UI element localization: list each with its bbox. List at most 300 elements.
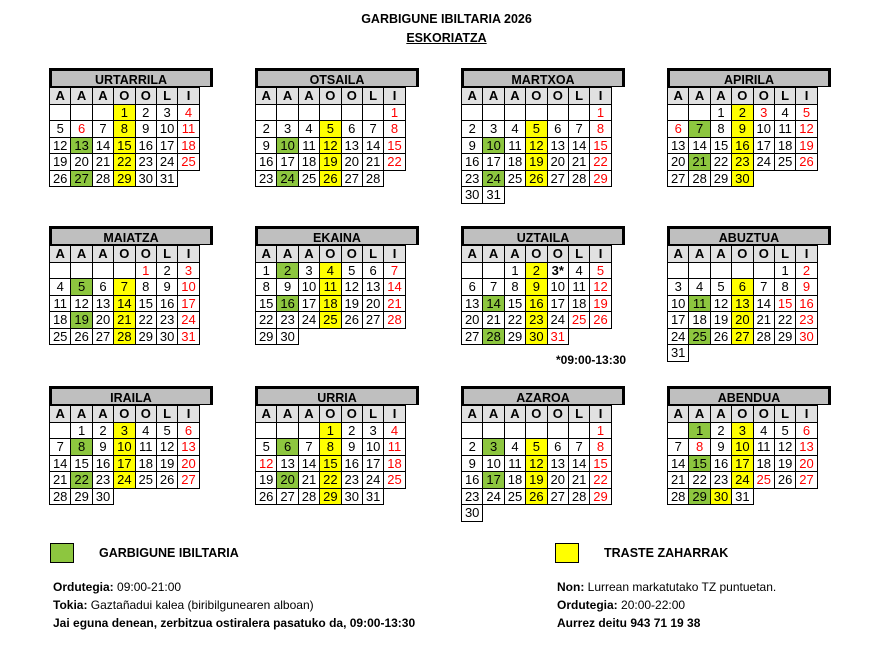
day-cell: 29: [135, 328, 156, 345]
day-cell: [526, 104, 547, 121]
day-cell: 30: [796, 328, 817, 345]
week-row: [668, 328, 818, 345]
weekday-header: L: [156, 406, 177, 423]
day-cell: 6: [547, 439, 568, 456]
day-cell: 8: [590, 121, 611, 138]
week-row: [668, 345, 818, 362]
week-row: [256, 295, 406, 312]
day-cell: 22: [256, 312, 277, 329]
day-cell: 25: [178, 154, 199, 171]
day-cell: 2: [135, 104, 156, 121]
page-title: GARBIGUNE IBILTARIA 2026: [361, 12, 532, 26]
day-cell: 10: [483, 137, 504, 154]
day-cell: 20: [71, 154, 92, 171]
traste-schedule-label: Ordutegia:: [557, 598, 618, 612]
month-name: MAIATZA: [49, 226, 213, 245]
day-cell: 17: [298, 295, 319, 312]
day-cell: 24: [483, 170, 504, 187]
day-cell: [710, 345, 731, 362]
week-row: [50, 439, 200, 456]
day-cell: 18: [689, 312, 710, 329]
day-cell: 28: [568, 170, 589, 187]
day-cell: 27: [362, 312, 383, 329]
day-cell: 16: [156, 295, 177, 312]
week-row: [50, 121, 200, 138]
where-label: Non:: [557, 580, 585, 594]
day-cell: 13: [462, 295, 483, 312]
day-cell: 15: [590, 137, 611, 154]
day-cell: 17: [668, 312, 689, 329]
weekday-header: A: [298, 88, 319, 105]
day-cell: 16: [341, 455, 362, 472]
weekday-header: A: [668, 88, 689, 105]
day-cell: 25: [774, 154, 795, 171]
month-calendar: [255, 386, 419, 505]
day-cell: 5: [71, 279, 92, 296]
day-cell: 25: [504, 170, 525, 187]
month-calendar: [461, 386, 625, 522]
day-cell: 21: [362, 154, 383, 171]
week-row: [462, 455, 612, 472]
day-cell: 15: [384, 137, 405, 154]
day-cell: 23: [796, 312, 817, 329]
month-name: APIRILA: [667, 68, 831, 87]
day-cell: 2: [341, 422, 362, 439]
day-cell: 28: [362, 170, 383, 187]
day-cell: [362, 328, 383, 345]
day-cell: 5: [256, 439, 277, 456]
week-row: [256, 170, 406, 187]
day-cell: 9: [341, 439, 362, 456]
day-cell: 1: [320, 422, 341, 439]
day-cell: 20: [668, 154, 689, 171]
day-cell: 7: [114, 279, 135, 296]
weekday-header: L: [362, 406, 383, 423]
month-table: [255, 87, 406, 187]
week-row: [462, 187, 612, 204]
month-calendar: [49, 68, 213, 187]
day-cell: 6: [462, 279, 483, 296]
day-cell: 7: [50, 439, 71, 456]
day-cell: [483, 104, 504, 121]
day-cell: [277, 422, 298, 439]
day-cell: 16: [256, 154, 277, 171]
weekday-header: I: [796, 406, 817, 423]
day-cell: 13: [341, 137, 362, 154]
day-cell: 19: [320, 154, 341, 171]
day-cell: 2: [732, 104, 753, 121]
day-cell: 30: [341, 488, 362, 505]
weekday-header: A: [483, 246, 504, 263]
day-cell: 11: [504, 455, 525, 472]
day-cell: 4: [774, 104, 795, 121]
day-cell: 1: [590, 422, 611, 439]
day-cell: [796, 170, 817, 187]
day-cell: 20: [277, 472, 298, 489]
day-cell: [568, 422, 589, 439]
day-cell: 26: [710, 328, 731, 345]
weekday-header: O: [320, 246, 341, 263]
day-cell: 17: [732, 455, 753, 472]
day-cell: 6: [547, 121, 568, 138]
day-cell: [732, 262, 753, 279]
day-cell: [590, 505, 611, 522]
day-cell: 19: [50, 154, 71, 171]
weekday-header: O: [526, 406, 547, 423]
day-cell: [668, 104, 689, 121]
day-cell: 16: [796, 295, 817, 312]
weekday-header: I: [384, 246, 405, 263]
week-row: [256, 439, 406, 456]
day-cell: 3: [114, 422, 135, 439]
day-cell: 3: [156, 104, 177, 121]
month-table: [49, 87, 200, 187]
day-cell: 31: [668, 345, 689, 362]
day-cell: 1: [256, 262, 277, 279]
week-row: [462, 472, 612, 489]
week-row: [256, 137, 406, 154]
place-value: Gaztañadui kalea (biribilgunearen alboan): [90, 598, 314, 612]
day-cell: 2: [92, 422, 113, 439]
weekday-header: A: [92, 88, 113, 105]
day-cell: 10: [156, 121, 177, 138]
month-calendar: [49, 226, 213, 345]
day-cell: 18: [320, 295, 341, 312]
day-cell: 2: [462, 121, 483, 138]
week-row: [256, 422, 406, 439]
day-cell: 21: [92, 154, 113, 171]
day-cell: 28: [483, 328, 504, 345]
day-cell: 17: [362, 455, 383, 472]
day-cell: 28: [568, 488, 589, 505]
week-row: [668, 137, 818, 154]
day-cell: 11: [384, 439, 405, 456]
weekday-header: O: [135, 406, 156, 423]
weekday-header: O: [341, 88, 362, 105]
weekday-header: O: [526, 246, 547, 263]
weekday-header: A: [298, 406, 319, 423]
day-cell: 28: [114, 328, 135, 345]
day-cell: 15: [256, 295, 277, 312]
weekday-header: I: [796, 88, 817, 105]
weekday-header: O: [114, 88, 135, 105]
week-row: [462, 312, 612, 329]
day-cell: 19: [590, 295, 611, 312]
day-cell: 22: [114, 154, 135, 171]
day-cell: 10: [753, 121, 774, 138]
day-cell: 23: [462, 488, 483, 505]
weekday-header: L: [774, 88, 795, 105]
weekday-header: O: [732, 246, 753, 263]
day-cell: 22: [135, 312, 156, 329]
day-cell: 6: [362, 262, 383, 279]
week-row: [462, 328, 612, 345]
day-cell: 13: [547, 137, 568, 154]
day-cell: 28: [50, 488, 71, 505]
month-table: [667, 245, 818, 362]
weekday-header: A: [277, 406, 298, 423]
day-cell: 23: [526, 312, 547, 329]
day-cell: 10: [298, 279, 319, 296]
weekday-header: O: [135, 88, 156, 105]
day-cell: 19: [526, 154, 547, 171]
day-cell: 21: [298, 472, 319, 489]
call-note: Aurrez deitu 943 71 19 38: [557, 616, 701, 630]
day-cell: 24: [156, 154, 177, 171]
day-cell: 16: [462, 472, 483, 489]
weekday-header: A: [256, 406, 277, 423]
week-row: [50, 455, 200, 472]
day-cell: [178, 488, 199, 505]
month-name: MARTXOA: [461, 68, 625, 87]
month-name: ABENDUA: [667, 386, 831, 405]
weekday-header: A: [710, 246, 731, 263]
day-cell: 22: [590, 154, 611, 171]
month-calendar: [255, 68, 419, 187]
day-cell: 27: [547, 488, 568, 505]
day-cell: 25: [135, 472, 156, 489]
weekday-header: A: [71, 88, 92, 105]
weekday-header: A: [256, 88, 277, 105]
day-cell: 26: [526, 488, 547, 505]
day-cell: 18: [504, 154, 525, 171]
month-name: OTSAILA: [255, 68, 419, 87]
week-row: [668, 121, 818, 138]
day-cell: 8: [689, 439, 710, 456]
month-name: UZTAILA: [461, 226, 625, 245]
day-cell: 1: [689, 422, 710, 439]
day-cell: [462, 104, 483, 121]
weekday-header: I: [384, 88, 405, 105]
day-cell: [50, 104, 71, 121]
day-cell: 12: [71, 295, 92, 312]
day-cell: 27: [796, 472, 817, 489]
day-cell: 13: [178, 439, 199, 456]
week-row: [462, 121, 612, 138]
day-cell: 1: [384, 104, 405, 121]
day-cell: 10: [114, 439, 135, 456]
day-cell: 18: [50, 312, 71, 329]
day-cell: [547, 505, 568, 522]
day-cell: 24: [114, 472, 135, 489]
day-cell: 22: [689, 472, 710, 489]
day-cell: 19: [71, 312, 92, 329]
day-cell: [526, 422, 547, 439]
day-cell: 6: [796, 422, 817, 439]
day-cell: 12: [710, 295, 731, 312]
day-cell: 26: [50, 170, 71, 187]
weekday-header: O: [114, 406, 135, 423]
weekday-header: A: [483, 406, 504, 423]
day-cell: 3: [753, 104, 774, 121]
day-cell: 31: [362, 488, 383, 505]
week-row: [50, 170, 200, 187]
day-cell: 1: [710, 104, 731, 121]
day-cell: 17: [483, 154, 504, 171]
day-cell: [590, 187, 611, 204]
day-cell: [298, 422, 319, 439]
day-cell: [526, 505, 547, 522]
day-cell: 29: [114, 170, 135, 187]
day-cell: 22: [504, 312, 525, 329]
day-cell: 9: [92, 439, 113, 456]
day-cell: 23: [462, 170, 483, 187]
day-cell: [483, 262, 504, 279]
day-cell: 13: [71, 137, 92, 154]
day-cell: [341, 328, 362, 345]
day-cell: [504, 505, 525, 522]
day-cell: 13: [796, 439, 817, 456]
day-cell: [341, 104, 362, 121]
week-row: [50, 279, 200, 296]
footnote: *09:00-13:30: [556, 353, 627, 367]
day-cell: 17: [547, 295, 568, 312]
day-cell: 7: [668, 439, 689, 456]
weekday-header: I: [178, 246, 199, 263]
weekday-header: A: [504, 88, 525, 105]
day-cell: 21: [568, 154, 589, 171]
day-cell: 15: [320, 455, 341, 472]
weekday-header: I: [590, 88, 611, 105]
week-row: [256, 488, 406, 505]
day-cell: 13: [732, 295, 753, 312]
day-cell: [710, 262, 731, 279]
day-cell: 12: [774, 439, 795, 456]
day-cell: 1: [504, 262, 525, 279]
day-cell: 20: [462, 312, 483, 329]
info-left: [53, 578, 415, 632]
weekday-header: A: [92, 246, 113, 263]
month-name: EKAINA: [255, 226, 419, 245]
day-cell: [668, 422, 689, 439]
day-cell: 27: [668, 170, 689, 187]
day-cell: [504, 422, 525, 439]
day-cell: 5: [590, 262, 611, 279]
weekday-header: L: [156, 88, 177, 105]
day-cell: 16: [710, 455, 731, 472]
day-cell: 26: [590, 312, 611, 329]
day-cell: 29: [689, 488, 710, 505]
week-row: [50, 104, 200, 121]
day-cell: 29: [590, 170, 611, 187]
day-cell: 12: [590, 279, 611, 296]
day-cell: 11: [753, 439, 774, 456]
day-cell: 2: [796, 262, 817, 279]
weekday-header: L: [774, 406, 795, 423]
day-cell: [135, 488, 156, 505]
day-cell: 18: [384, 455, 405, 472]
day-cell: 12: [156, 439, 177, 456]
day-cell: 1: [135, 262, 156, 279]
day-cell: 17: [277, 154, 298, 171]
day-cell: 19: [256, 472, 277, 489]
day-cell: 20: [92, 312, 113, 329]
day-cell: 24: [178, 312, 199, 329]
weekday-header: O: [732, 88, 753, 105]
day-cell: 28: [753, 328, 774, 345]
day-cell: 27: [462, 328, 483, 345]
week-row: [462, 488, 612, 505]
day-cell: 24: [668, 328, 689, 345]
day-cell: [256, 422, 277, 439]
day-cell: 21: [668, 472, 689, 489]
day-cell: [483, 422, 504, 439]
weekday-header: A: [504, 406, 525, 423]
weekday-header: A: [50, 88, 71, 105]
day-cell: 29: [320, 488, 341, 505]
month-table: [49, 405, 200, 505]
holiday-note: Jai eguna denean, zerbitzua ostiralera pasatuko da, 09:00-13:30: [53, 616, 416, 630]
day-cell: 25: [689, 328, 710, 345]
day-cell: 7: [384, 262, 405, 279]
day-cell: 14: [483, 295, 504, 312]
day-cell: 24: [753, 154, 774, 171]
day-cell: 6: [341, 121, 362, 138]
day-cell: [668, 262, 689, 279]
day-cell: 20: [732, 312, 753, 329]
weekday-header: A: [462, 246, 483, 263]
day-cell: 30: [462, 187, 483, 204]
day-cell: 2: [710, 422, 731, 439]
day-cell: 26: [774, 472, 795, 489]
day-cell: 8: [590, 439, 611, 456]
day-cell: [320, 328, 341, 345]
weekday-header: O: [547, 246, 568, 263]
day-cell: [732, 345, 753, 362]
day-cell: 4: [753, 422, 774, 439]
weekday-header: O: [753, 88, 774, 105]
day-cell: 5: [526, 121, 547, 138]
day-cell: [568, 328, 589, 345]
day-cell: 5: [50, 121, 71, 138]
day-cell: [384, 488, 405, 505]
day-cell: 18: [135, 455, 156, 472]
day-cell: [568, 104, 589, 121]
day-cell: 22: [320, 472, 341, 489]
day-cell: 2: [156, 262, 177, 279]
day-cell: 14: [362, 137, 383, 154]
day-cell: 9: [526, 279, 547, 296]
day-cell: [114, 262, 135, 279]
day-cell: [71, 262, 92, 279]
day-cell: 23: [277, 312, 298, 329]
day-cell: 4: [50, 279, 71, 296]
day-cell: 31: [732, 488, 753, 505]
day-cell: 26: [796, 154, 817, 171]
day-cell: 11: [568, 279, 589, 296]
day-cell: 10: [732, 439, 753, 456]
week-row: [668, 262, 818, 279]
day-cell: 1: [774, 262, 795, 279]
weekday-header: A: [689, 88, 710, 105]
week-row: [668, 455, 818, 472]
day-cell: 4: [298, 121, 319, 138]
day-cell: 18: [178, 137, 199, 154]
weekday-header: A: [689, 246, 710, 263]
day-cell: 30: [526, 328, 547, 345]
day-cell: 24: [362, 472, 383, 489]
week-row: [50, 422, 200, 439]
day-cell: 20: [796, 455, 817, 472]
legend-green-swatch: [50, 543, 74, 563]
day-cell: 13: [277, 455, 298, 472]
day-cell: 9: [135, 121, 156, 138]
weekday-header: A: [71, 406, 92, 423]
weekday-header: A: [710, 406, 731, 423]
week-row: [462, 137, 612, 154]
week-row: [462, 170, 612, 187]
day-cell: 14: [668, 455, 689, 472]
